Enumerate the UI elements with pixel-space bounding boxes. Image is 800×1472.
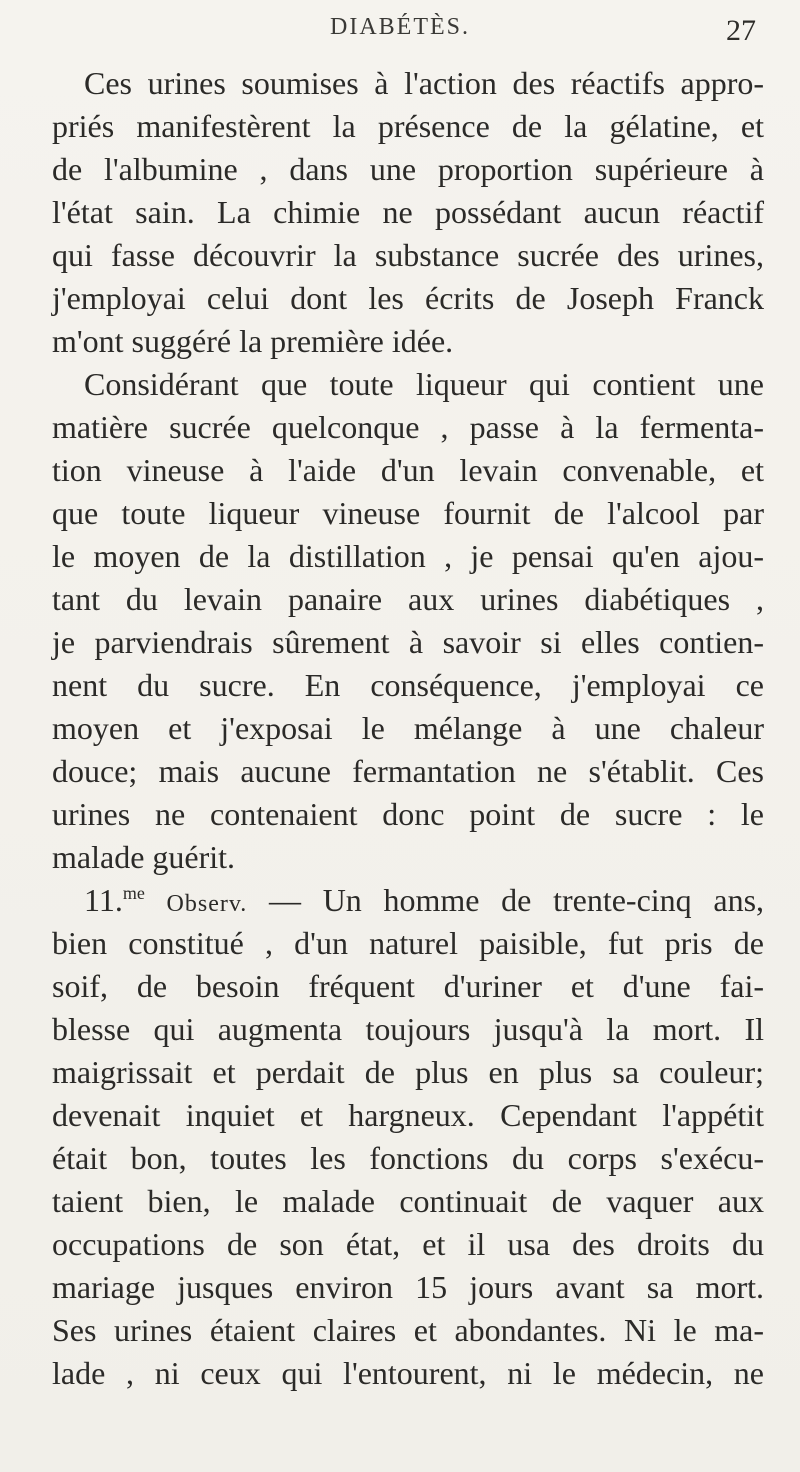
text-line: tant du levain panaire aux urines diabétiques , — [52, 581, 764, 617]
paragraph-2 — [52, 363, 764, 879]
text-line: soif, de besoin fréquent d'uriner et d'une fai- — [52, 968, 764, 1004]
text-line: blesse qui augmenta toujours jusqu'à la mort. Il — [52, 1011, 764, 1047]
text-line: nent du sucre. En conséquence, j'employai ce — [52, 667, 764, 703]
body-text — [52, 62, 764, 1395]
text-line: priés manifestèrent la présence de la gélatine, et — [52, 108, 764, 144]
text-line: occupations de son état, et il usa des droits du — [52, 1226, 764, 1262]
text-line: j'employai celui dont les écrits de Joseph Franck — [52, 280, 764, 316]
text-line: matière sucrée quelconque , passe à la fermenta- — [52, 409, 764, 445]
text-line: mariage jusques environ 15 jours avant sa mort. — [52, 1269, 764, 1305]
text-line: malade guérit. — [52, 839, 236, 875]
text-line: l'état sain. La chimie ne possédant aucun réactif — [52, 194, 764, 230]
text-line: je parviendrais sûrement à savoir si elles contien- — [52, 624, 764, 660]
observation-number: 11. — [84, 882, 123, 918]
text-line: qui fasse découvrir la substance sucrée des urines, — [52, 237, 764, 273]
text-line: maigrissait et perdait de plus en plus sa couleur; — [52, 1054, 764, 1090]
text-line: devenait inquiet et hargneux. Cependant l'appétit — [52, 1097, 764, 1133]
page-header — [30, 14, 770, 54]
text-line: Ses urines étaient claires et abondantes. Ni le ma- — [52, 1312, 764, 1348]
text-line: Considérant que toute liqueur qui contient une — [84, 366, 764, 402]
paragraph-1 — [52, 62, 764, 363]
observation-label: Observ. — [166, 891, 248, 917]
page-number: 27 — [726, 14, 756, 47]
observation-heading-line: 11.$^{me}$ Observ. — Un homme de trente-cinq ans, — [84, 882, 765, 918]
text-line: bien constitué , d'un naturel paisible, fut pris de — [52, 925, 764, 961]
text-line: que toute liqueur vineuse fournit de l'alcool par — [52, 495, 764, 531]
text-line: Ces urines soumises à l'action des réactifs appro- — [84, 65, 764, 101]
observation-11 — [52, 879, 764, 1395]
text-line: tion vineuse à l'aide d'un levain convenable, et — [52, 452, 764, 488]
observation-first-line: Un homme de trente-cinq ans, — [322, 882, 765, 918]
text-line: taient bien, le malade continuait de vaquer aux — [52, 1183, 764, 1219]
text-line: de l'albumine , dans une proportion supérieure à — [52, 151, 764, 187]
text-line: m'ont suggéré la première idée. — [52, 323, 454, 359]
observation-number-suffix: me — [122, 883, 145, 903]
text-line: douce; mais aucune fermantation ne s'établit. Ces — [52, 753, 764, 789]
text-line: lade , ni ceux qui l'entourent, ni le médecin, ne — [52, 1355, 764, 1391]
text-line: moyen et j'exposai le mélange à une chaleur — [52, 710, 764, 746]
running-title: DIABÉTÈS. — [330, 14, 470, 40]
text-line: urines ne contenaient donc point de sucre : le — [52, 796, 764, 832]
text-line: le moyen de la distillation , je pensai qu'en ajou- — [52, 538, 764, 574]
text-line: était bon, toutes les fonctions du corps s'exécu- — [52, 1140, 764, 1176]
